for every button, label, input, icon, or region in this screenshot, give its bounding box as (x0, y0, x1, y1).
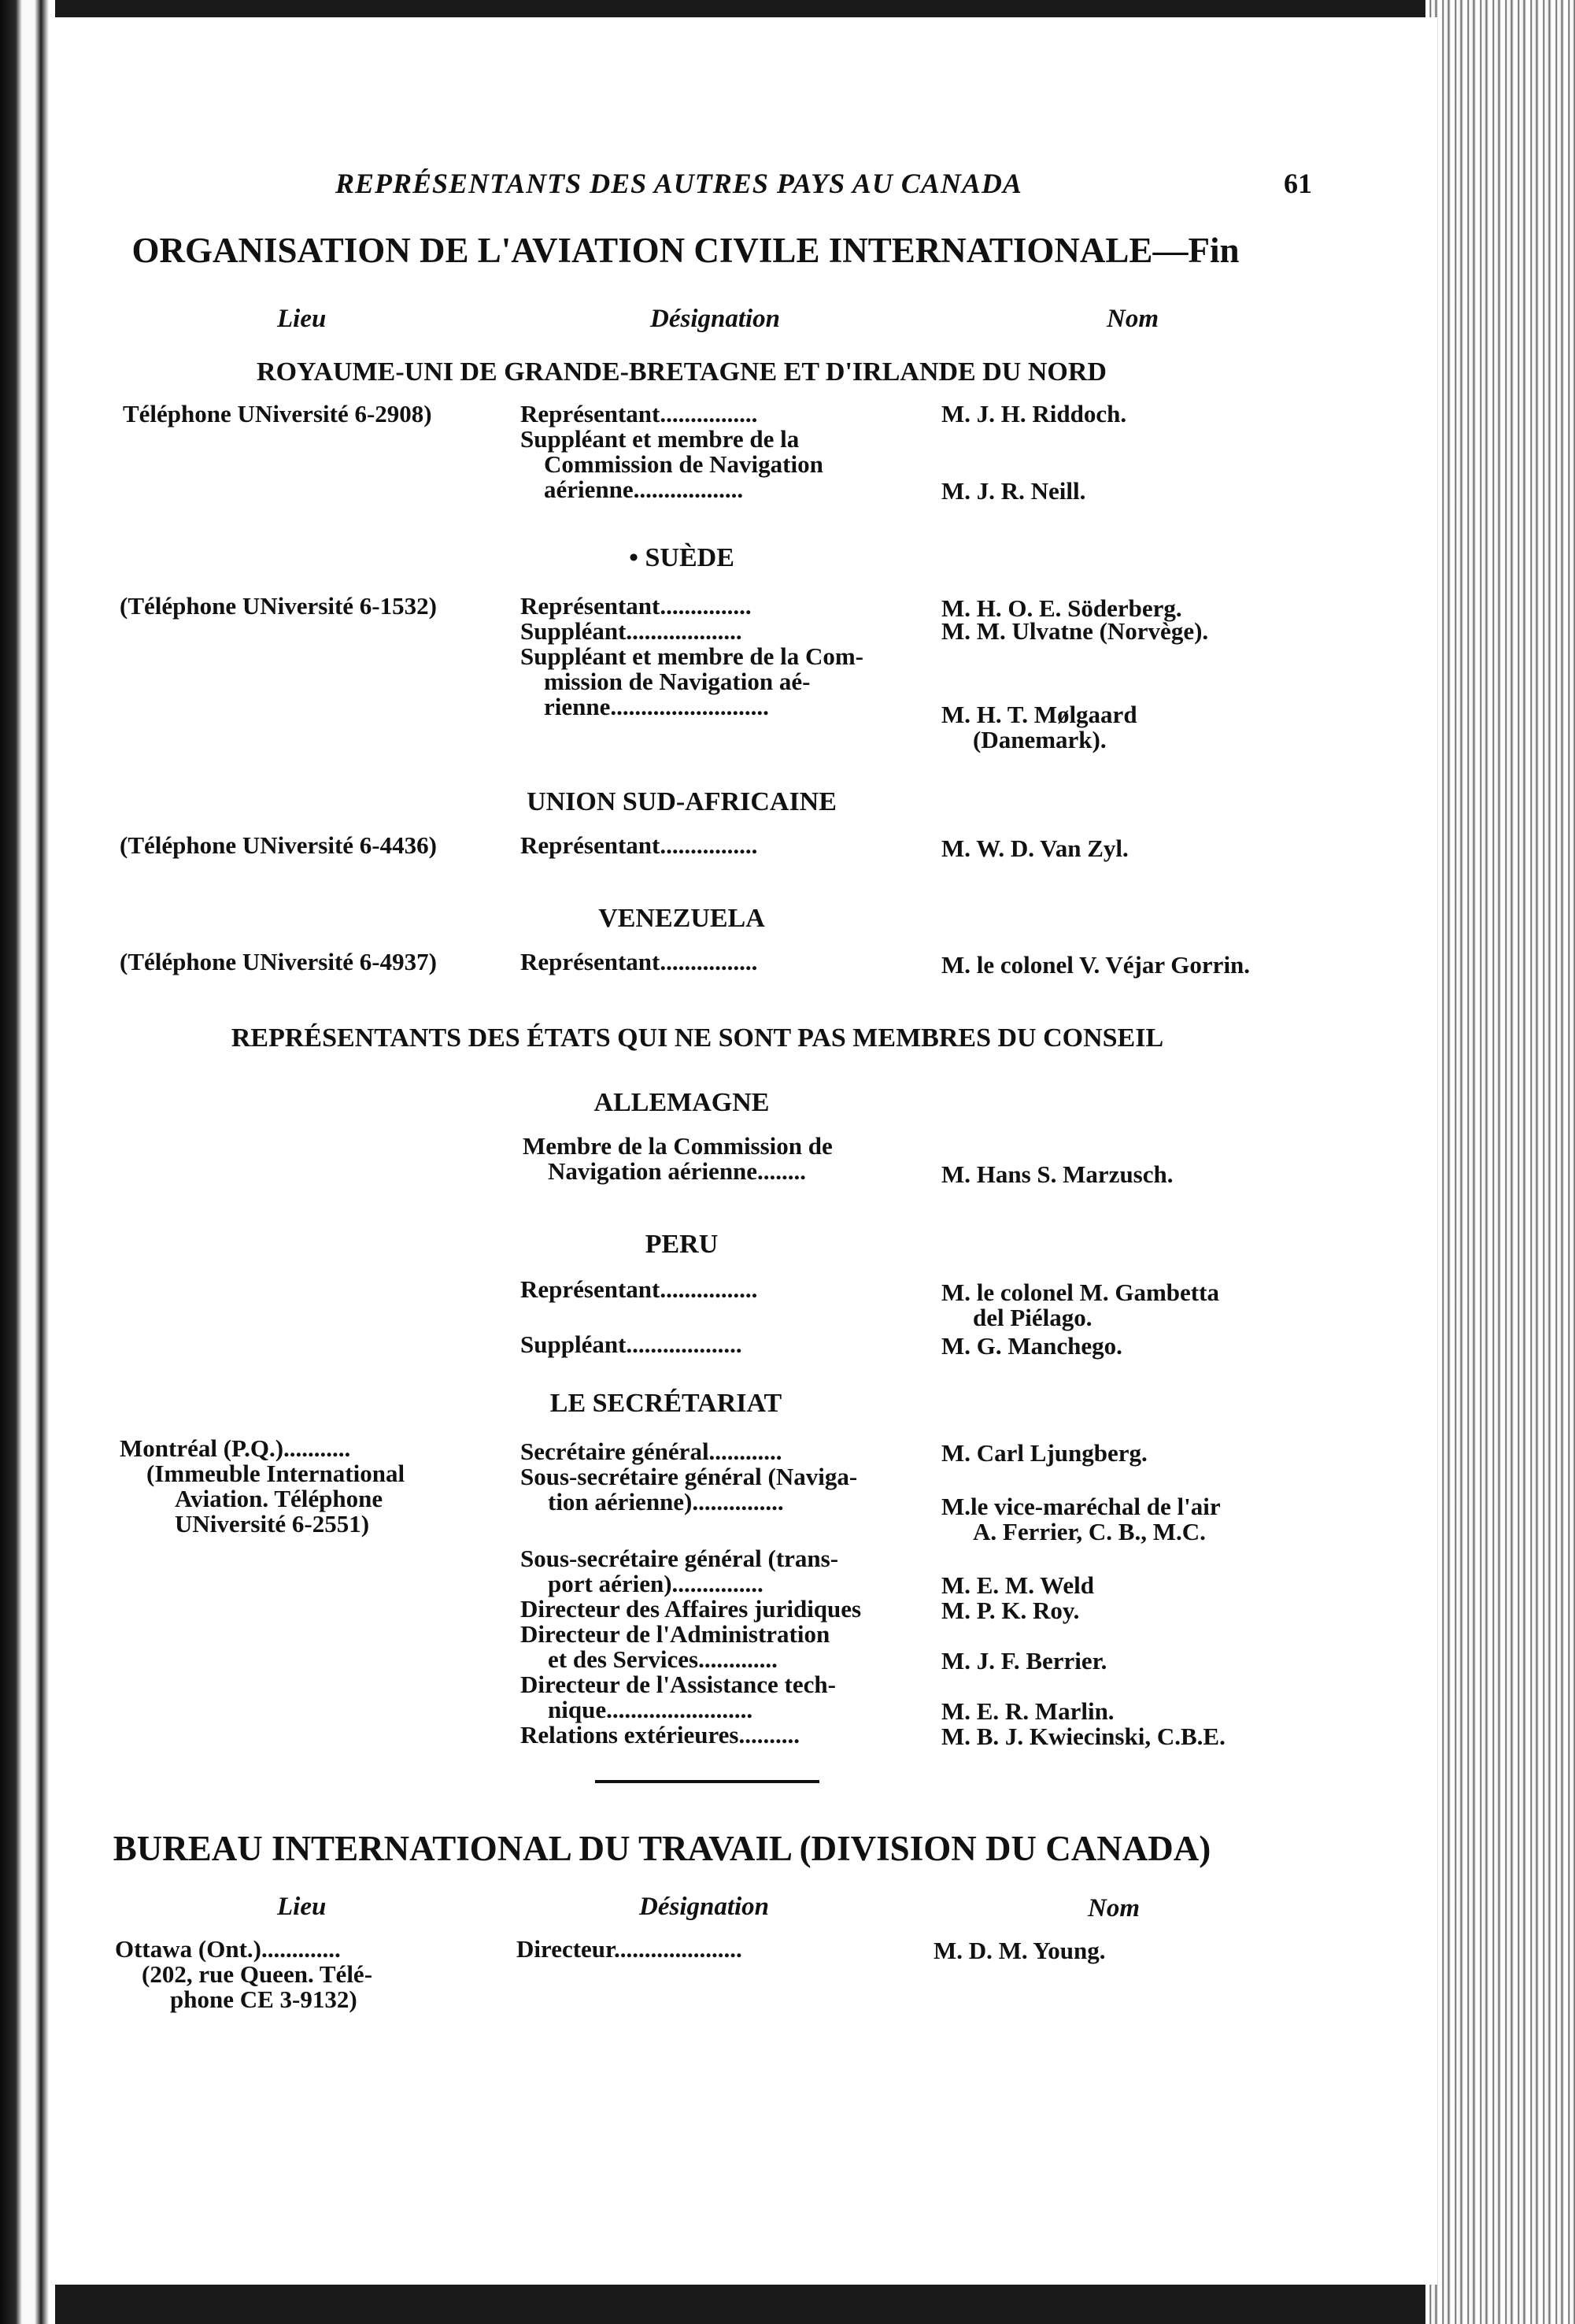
suede-designation-3a: Suppléant et membre de la Com- (520, 642, 863, 670)
suede-designation-3c: rienne.......................... (544, 693, 769, 720)
col-header-lieu: Lieu (277, 305, 327, 333)
section-heading-venezuela: VENEZUELA (598, 904, 765, 933)
peru-nom-1b: del Piélago. (973, 1304, 1093, 1331)
peru-nom-1a: M. le colonel M. Gambetta (941, 1279, 1219, 1306)
secretariat-designation-5b: et des Services............. (548, 1645, 778, 1673)
col-header-designation: Désignation (650, 305, 781, 333)
bit-nom-1: M. D. M. Young. (934, 1937, 1106, 1964)
bit-title: BUREAU INTERNATIONAL DU TRAVAIL (DIVISION DU CANADA) (113, 1829, 1211, 1868)
uk-designation-2a: Suppléant et membre de la (520, 425, 800, 453)
suede-nom-1: M. H. O. E. Söderberg. (941, 594, 1182, 622)
peru-designation-2: Suppléant................... (520, 1330, 742, 1358)
usa-lieu: (Téléphone UNiversité 6-4436) (120, 831, 437, 859)
page-number: 61 (1284, 168, 1312, 199)
venezuela-lieu: (Téléphone UNiversité 6-4937) (120, 948, 437, 975)
bit-lieu-3: phone CE 3-9132) (170, 1985, 357, 2013)
suede-designation-1: Représentant............... (520, 592, 752, 620)
secretariat-designation-7: Relations extérieures.......... (520, 1721, 800, 1749)
suede-nom-3b: (Danemark). (973, 726, 1107, 753)
section-divider (595, 1780, 819, 1783)
suede-lieu: (Téléphone UNiversité 6-1532) (120, 592, 437, 620)
section-heading-allemagne: ALLEMAGNE (593, 1088, 770, 1117)
suede-designation-2: Suppléant................... (520, 617, 742, 645)
secretariat-designation-5a: Directeur de l'Administration (520, 1620, 830, 1648)
secretariat-designation-6a: Directeur de l'Assistance tech- (520, 1671, 836, 1698)
venezuela-designation-1: Représentant................ (520, 948, 758, 975)
uk-designation-1: Représentant................ (520, 400, 758, 427)
secretariat-designation-6b: nique........................ (548, 1696, 753, 1723)
secretariat-nom-1: M. Carl Ljungberg. (941, 1439, 1148, 1467)
usa-designation-1: Représentant................ (520, 831, 758, 859)
usa-nom-1: M. W. D. Van Zyl. (941, 834, 1129, 862)
suede-designation-3b: mission de Navigation aé- (544, 668, 811, 695)
book-gutter (0, 0, 55, 2324)
document-page (52, 17, 1437, 2285)
secretariat-nom-5: M. J. F. Berrier. (941, 1647, 1107, 1675)
section-heading-peru: PERU (645, 1230, 719, 1259)
secretariat-lieu-4: UNiversité 6-2551) (175, 1510, 370, 1538)
uk-nom-1: M. J. H. Riddoch. (941, 400, 1127, 427)
peru-designation-1: Représentant................ (520, 1275, 758, 1303)
secretariat-nom-2b: A. Ferrier, C. B., M.C. (973, 1518, 1206, 1545)
bit-lieu-1: Ottawa (Ont.)............. (115, 1935, 341, 1963)
secretariat-designation-2b: tion aérienne)............... (548, 1488, 784, 1515)
bit-lieu-2: (202, rue Queen. Télé- (142, 1960, 373, 1988)
venezuela-nom-1: M. le colonel V. Véjar Gorrin. (941, 951, 1251, 979)
secretariat-designation-2a: Sous-secrétaire général (Naviga- (520, 1463, 858, 1490)
uk-designation-2c: aérienne.................. (544, 476, 744, 503)
uk-designation-2b: Commission de Navigation (544, 450, 823, 478)
secretariat-lieu-2: (Immeuble International (146, 1460, 405, 1487)
bit-designation-1: Directeur..................... (516, 1935, 742, 1963)
peru-nom-2: M. G. Manchego. (941, 1332, 1122, 1360)
allemagne-designation-1a: Membre de la Commission de (523, 1132, 833, 1160)
secretariat-nom-7: M. B. J. Kwiecinski, C.B.E. (941, 1723, 1226, 1750)
oaci-title: ORGANISATION DE L'AVIATION CIVILE INTERNATIONALE—Fin (131, 231, 1240, 270)
secretariat-designation-1: Secrétaire général............ (520, 1438, 782, 1465)
secretariat-nom-2a: M.le vice-maréchal de l'air (941, 1493, 1221, 1520)
section-heading-non-members: REPRÉSENTANTS DES ÉTATS QUI NE SONT PAS MEMBRES DU CONSEIL (231, 1023, 1164, 1053)
secretariat-nom-4: M. P. K. Roy. (941, 1597, 1080, 1624)
secretariat-lieu-1: Montréal (P.Q.)........... (120, 1434, 351, 1462)
secretariat-nom-6: M. E. R. Marlin. (941, 1697, 1115, 1725)
allemagne-designation-1b: Navigation aérienne........ (548, 1157, 807, 1185)
section-heading-uk: ROYAUME-UNI DE GRANDE-BRETAGNE ET D'IRLANDE DU NORD (257, 357, 1107, 387)
bit-col-header-lieu: Lieu (277, 1893, 327, 1921)
running-title: REPRÉSENTANTS DES AUTRES PAYS AU CANADA (335, 168, 1022, 199)
secretariat-lieu-3: Aviation. Téléphone (175, 1485, 383, 1512)
uk-lieu: Téléphone UNiversité 6-2908) (123, 400, 432, 427)
suede-nom-3a: M. H. T. Mølgaard (941, 701, 1137, 728)
section-heading-suede: • SUÈDE (629, 543, 734, 572)
uk-nom-2: M. J. R. Neill. (941, 477, 1086, 505)
secretariat-designation-4: Directeur des Affaires juridiques (520, 1595, 862, 1623)
page-stack-edge (1425, 0, 1575, 2324)
col-header-nom: Nom (1107, 305, 1159, 333)
allemagne-nom-1: M. Hans S. Marzusch. (941, 1160, 1174, 1188)
bit-col-header-nom: Nom (1088, 1894, 1140, 1922)
suede-nom-2: M. M. Ulvatne (Norvège). (941, 617, 1209, 645)
secretariat-nom-3: M. E. M. Weld (941, 1571, 1095, 1599)
section-heading-union-sud-africaine: UNION SUD-AFRICAINE (527, 787, 837, 816)
section-heading-secretariat: LE SECRÉTARIAT (549, 1389, 782, 1418)
secretariat-designation-3a: Sous-secrétaire général (trans- (520, 1545, 839, 1572)
bit-col-header-designation: Désignation (639, 1893, 770, 1921)
secretariat-designation-3b: port aérien)............... (548, 1570, 763, 1597)
